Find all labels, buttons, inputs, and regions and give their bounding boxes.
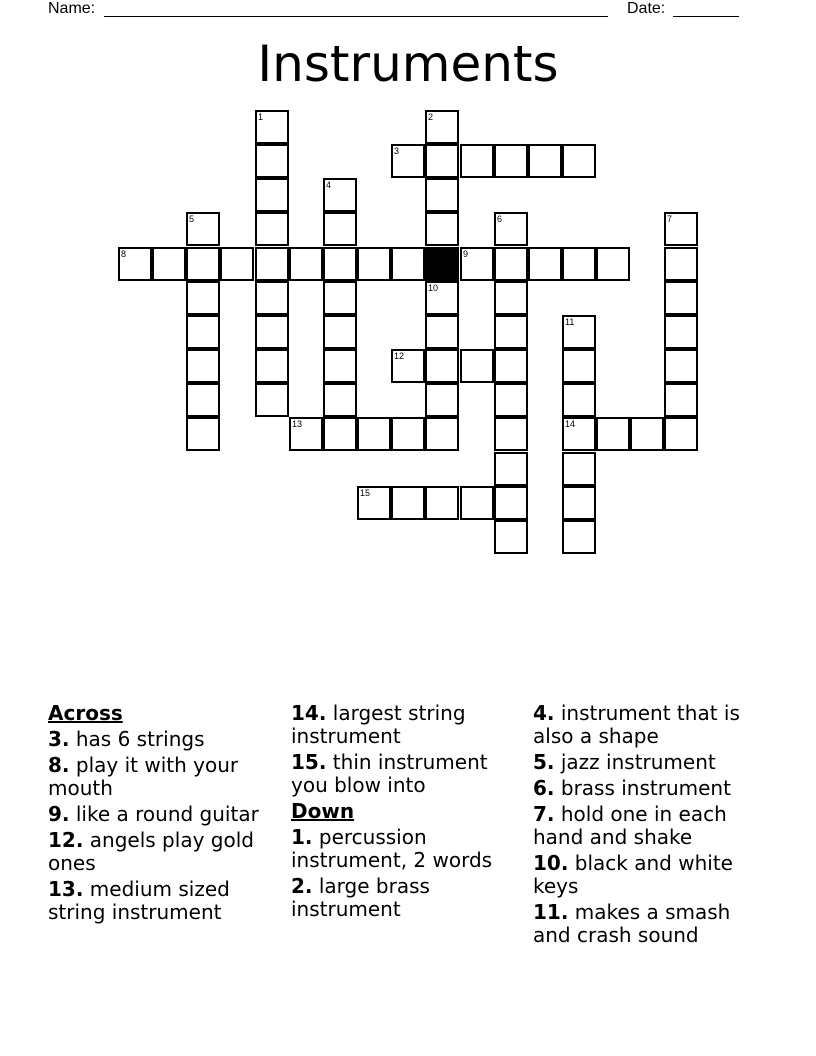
grid-block <box>425 247 459 281</box>
grid-cell[interactable] <box>425 383 459 417</box>
clue-text: angels play gold ones <box>48 828 254 875</box>
cell-number: 15 <box>360 488 371 498</box>
grid-cell[interactable] <box>494 281 528 315</box>
grid-cell[interactable] <box>494 315 528 349</box>
clue-number: 2. <box>291 874 313 898</box>
grid-cell[interactable] <box>425 349 459 383</box>
grid-cell[interactable] <box>255 281 289 315</box>
clue-number: 13. <box>48 877 84 901</box>
clue-number: 10. <box>533 851 569 875</box>
grid-cell[interactable] <box>118 247 152 281</box>
grid-cell[interactable] <box>596 247 630 281</box>
clue-across-9 <box>48 803 274 826</box>
clue-text: brass instrument <box>554 776 731 800</box>
grid-cell[interactable] <box>562 452 596 486</box>
clue-across-3 <box>48 728 274 751</box>
clue-down-7 <box>533 803 759 849</box>
grid-cell[interactable] <box>220 247 254 281</box>
grid-cell[interactable] <box>255 315 289 349</box>
clue-number: 12. <box>48 828 84 852</box>
clues-column-2 <box>291 702 517 924</box>
clue-text: like a round guitar <box>69 802 259 826</box>
grid-cell[interactable] <box>255 349 289 383</box>
clues-column-1 <box>48 702 274 927</box>
grid-cell[interactable] <box>425 178 459 212</box>
grid-cell[interactable] <box>255 247 289 281</box>
grid-cell[interactable] <box>323 383 357 417</box>
page-title: Instruments <box>257 35 559 93</box>
grid-cell[interactable] <box>186 281 220 315</box>
grid-cell[interactable] <box>494 144 528 178</box>
grid-cell[interactable] <box>494 417 528 451</box>
grid-cell[interactable] <box>425 144 459 178</box>
clue-down-10 <box>533 852 759 898</box>
clue-number: 11. <box>533 900 569 924</box>
grid-cell[interactable] <box>425 315 459 349</box>
grid-cell[interactable] <box>323 212 357 246</box>
clue-text: hold one in each hand and shake <box>533 802 727 849</box>
clue-number: 8. <box>48 753 70 777</box>
date-label: Date: <box>627 0 666 17</box>
clue-across-8 <box>48 754 274 800</box>
grid-cell[interactable] <box>255 110 289 144</box>
grid-cell[interactable] <box>186 212 220 246</box>
clue-number: 6. <box>533 776 555 800</box>
cell-number: 14 <box>565 419 576 429</box>
grid-cell[interactable] <box>323 281 357 315</box>
grid-cell[interactable] <box>425 212 459 246</box>
clue-text: thin instrument you blow into <box>291 750 488 797</box>
cell-number: 12 <box>394 351 405 361</box>
grid-cell[interactable] <box>494 486 528 520</box>
grid-cell[interactable] <box>186 417 220 451</box>
cell-number: 3 <box>394 146 400 156</box>
grid-cell[interactable] <box>323 417 357 451</box>
grid-cell[interactable] <box>425 417 459 451</box>
cell-number: 11 <box>565 317 575 327</box>
grid-cell[interactable] <box>494 212 528 246</box>
grid-cell[interactable] <box>391 349 425 383</box>
grid-cell[interactable] <box>255 178 289 212</box>
grid-cell[interactable] <box>494 383 528 417</box>
grid-cell[interactable] <box>664 212 698 246</box>
clue-across-14 <box>291 702 517 748</box>
clue-down-6 <box>533 777 759 800</box>
grid-cell[interactable] <box>391 486 425 520</box>
clue-text: makes a smash and crash sound <box>533 900 731 947</box>
clue-across-15 <box>291 751 517 797</box>
cell-number: 4 <box>326 180 332 190</box>
grid-cell[interactable] <box>562 315 596 349</box>
grid-cell[interactable] <box>391 247 425 281</box>
clue-number: 7. <box>533 802 555 826</box>
clue-text: black and white keys <box>533 851 733 898</box>
grid-cell[interactable] <box>323 247 357 281</box>
cell-number: 10 <box>428 283 439 293</box>
grid-cell[interactable] <box>494 520 528 554</box>
grid-cell[interactable] <box>357 247 391 281</box>
clue-text: percussion instrument, 2 words <box>291 825 493 872</box>
clue-down-4 <box>533 702 759 748</box>
grid-cell[interactable] <box>460 486 494 520</box>
grid-cell[interactable] <box>562 417 596 451</box>
grid-cell[interactable] <box>562 144 596 178</box>
grid-cell[interactable] <box>391 417 425 451</box>
grid-cell[interactable] <box>460 247 494 281</box>
grid-cell[interactable] <box>562 247 596 281</box>
clue-number: 9. <box>48 802 70 826</box>
cell-number: 13 <box>292 419 303 429</box>
clue-text: largest string instrument <box>291 701 466 748</box>
grid-cell[interactable] <box>664 349 698 383</box>
grid-cell[interactable] <box>630 417 664 451</box>
grid-cell[interactable] <box>664 315 698 349</box>
grid-cell[interactable] <box>289 417 323 451</box>
clue-text: has 6 strings <box>69 727 205 751</box>
grid-cell[interactable] <box>425 281 459 315</box>
grid-cell[interactable] <box>425 486 459 520</box>
grid-cell[interactable] <box>528 247 562 281</box>
grid-cell[interactable] <box>494 349 528 383</box>
grid-cell[interactable] <box>528 144 562 178</box>
grid-cell[interactable] <box>562 486 596 520</box>
cell-number: 2 <box>428 112 434 122</box>
grid-cell[interactable] <box>186 383 220 417</box>
grid-cell[interactable] <box>255 144 289 178</box>
grid-cell[interactable] <box>494 452 528 486</box>
grid-cell[interactable] <box>596 417 630 451</box>
grid-cell[interactable] <box>255 383 289 417</box>
grid-cell[interactable] <box>664 247 698 281</box>
cell-number: 9 <box>463 249 469 259</box>
grid-cell[interactable] <box>562 349 596 383</box>
grid-cell[interactable] <box>152 247 186 281</box>
grid-cell[interactable] <box>289 247 323 281</box>
down-heading: Down <box>291 799 355 823</box>
across-heading: Across <box>48 701 123 725</box>
clue-text: play it with your mouth <box>48 753 239 800</box>
cell-number: 8 <box>121 249 127 259</box>
grid-cell[interactable] <box>425 110 459 144</box>
clue-number: 4. <box>533 701 555 725</box>
grid-cell[interactable] <box>460 349 494 383</box>
grid-cell[interactable] <box>357 486 391 520</box>
grid-cell[interactable] <box>664 383 698 417</box>
cell-number: 6 <box>497 214 503 224</box>
clue-number: 1. <box>291 825 313 849</box>
clue-text: medium sized string instrument <box>48 877 230 924</box>
grid-cell[interactable] <box>391 144 425 178</box>
clues-section <box>48 702 778 962</box>
grid-cell[interactable] <box>323 349 357 383</box>
grid-cell[interactable] <box>562 383 596 417</box>
clue-number: 14. <box>291 701 327 725</box>
clue-down-11 <box>533 901 759 947</box>
grid-cell[interactable] <box>186 315 220 349</box>
cell-number: 1 <box>258 112 264 122</box>
grid-cell[interactable] <box>323 315 357 349</box>
grid-cell[interactable] <box>664 281 698 315</box>
grid-cell[interactable] <box>186 349 220 383</box>
clue-number: 3. <box>48 727 70 751</box>
cell-number: 7 <box>667 214 673 224</box>
clue-down-1 <box>291 826 517 872</box>
clue-text: large brass instrument <box>291 874 430 921</box>
grid-cell[interactable] <box>494 247 528 281</box>
grid-cell[interactable] <box>255 212 289 246</box>
name-label: Name: <box>48 0 96 17</box>
clue-across-13 <box>48 878 274 924</box>
clue-text: jazz instrument <box>554 750 716 774</box>
cell-number: 5 <box>189 214 195 224</box>
grid-cell[interactable] <box>323 178 357 212</box>
grid-cell[interactable] <box>357 417 391 451</box>
clue-down-2 <box>291 875 517 921</box>
clue-number: 5. <box>533 750 555 774</box>
clue-number: 15. <box>291 750 327 774</box>
clue-text: instrument that is also a shape <box>533 701 740 748</box>
grid-cell[interactable] <box>186 247 220 281</box>
grid-cell[interactable] <box>562 520 596 554</box>
grid-cell[interactable] <box>664 417 698 451</box>
grid-cell[interactable] <box>460 144 494 178</box>
clue-across-12 <box>48 829 274 875</box>
clues-column-3 <box>533 702 759 950</box>
clue-down-5 <box>533 751 759 774</box>
